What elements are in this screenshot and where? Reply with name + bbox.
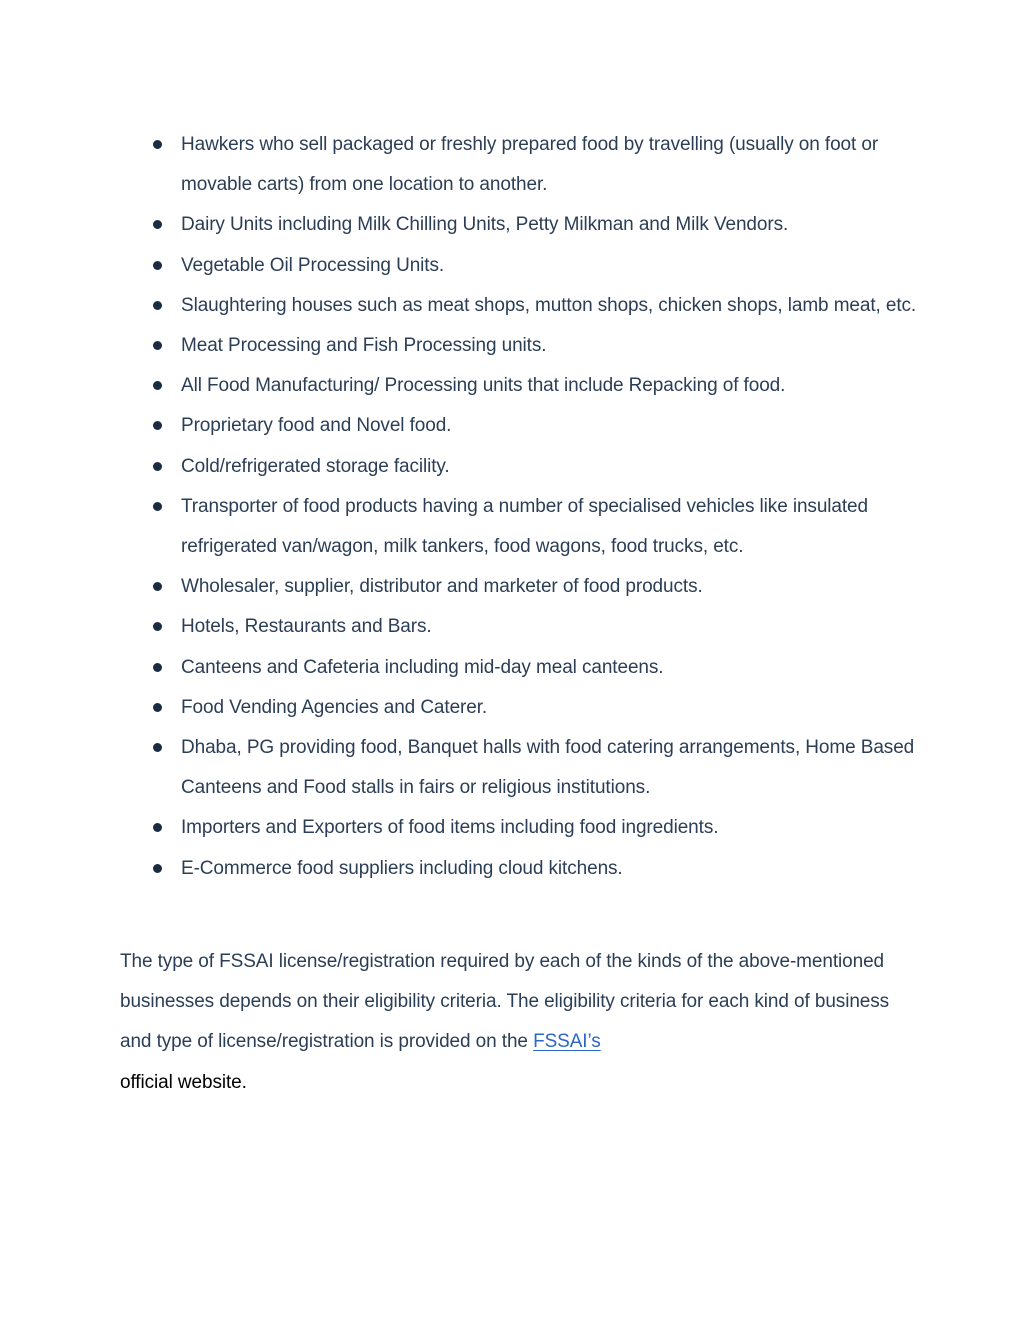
bullet-icon bbox=[153, 622, 162, 631]
list-item-text: Hawkers who sell packaged or freshly prepared food by travelling (usually on foot or movable carts) from one location to another. bbox=[181, 134, 879, 196]
paragraph-tail-text: official website. bbox=[120, 1071, 247, 1093]
bullet-icon bbox=[153, 823, 162, 832]
list-item-text: Meat Processing and Fish Processing units. bbox=[181, 335, 547, 357]
list-item bbox=[150, 849, 920, 889]
list-item bbox=[150, 607, 920, 647]
list-item-text: Transporter of food products having a number of specialised vehicles like insulated refrigerated van/wagon, milk tankers, food wagons, food trucks, etc. bbox=[181, 495, 868, 558]
bullet-icon bbox=[153, 703, 162, 712]
list-item-text: Food Vending Agencies and Caterer. bbox=[181, 696, 488, 718]
list-item-text: Canteens and Cafeteria including mid-day meal canteens. bbox=[181, 656, 664, 678]
license-info-paragraph bbox=[120, 942, 910, 1103]
fssai-link[interactable]: FSSAI’s bbox=[533, 1031, 601, 1053]
list-item bbox=[150, 447, 920, 487]
list-item-text: Vegetable Oil Processing Units. bbox=[181, 254, 445, 276]
list-item-text: Hotels, Restaurants and Bars. bbox=[181, 616, 432, 638]
paragraph-text: The type of FSSAI license/registration required by each of the kinds of the above-mentioned businesses depends on their eligibility criteria. The eligibility criteria for each kind of business and type of license/registration is provided on the bbox=[120, 951, 890, 1053]
bullet-icon bbox=[153, 220, 162, 229]
bullet-icon bbox=[153, 582, 162, 591]
list-item-text: E-Commerce food suppliers including cloud kitchens. bbox=[181, 857, 623, 879]
business-type-list bbox=[150, 125, 920, 889]
list-item bbox=[150, 808, 920, 848]
list-item-text: Importers and Exporters of food items including food ingredients. bbox=[181, 817, 719, 839]
list-item bbox=[150, 246, 920, 286]
bullet-icon bbox=[153, 743, 162, 752]
bullet-icon bbox=[153, 421, 162, 430]
list-item-text: Slaughtering houses such as meat shops, mutton shops, chicken shops, lamb meat, etc. bbox=[181, 294, 917, 316]
list-item-text: Dairy Units including Milk Chilling Units, Petty Milkman and Milk Vendors. bbox=[181, 214, 789, 236]
list-item-text: Wholesaler, supplier, distributor and marketer of food products. bbox=[181, 576, 703, 598]
bullet-icon bbox=[153, 140, 162, 149]
list-item-text: Dhaba, PG providing food, Banquet halls with food catering arrangements, Home Based Canteens and Food stalls in fairs or religious institutions. bbox=[181, 737, 915, 799]
bullet-icon bbox=[153, 261, 162, 270]
list-item bbox=[150, 487, 920, 567]
list-item bbox=[150, 286, 920, 326]
list-item bbox=[150, 648, 920, 688]
list-item bbox=[150, 125, 920, 205]
list-item bbox=[150, 326, 920, 366]
bullet-icon bbox=[153, 502, 162, 511]
list-item-text: Proprietary food and Novel food. bbox=[181, 415, 452, 437]
list-item bbox=[150, 688, 920, 728]
bullet-icon bbox=[153, 663, 162, 672]
bullet-icon bbox=[153, 462, 162, 471]
list-item bbox=[150, 728, 920, 808]
list-item bbox=[150, 205, 920, 245]
list-item bbox=[150, 406, 920, 446]
list-item bbox=[150, 366, 920, 406]
list-item-text: Cold/refrigerated storage facility. bbox=[181, 455, 450, 477]
bullet-icon bbox=[153, 301, 162, 310]
bullet-icon bbox=[153, 381, 162, 390]
list-item-text: All Food Manufacturing/ Processing units that include Repacking of food. bbox=[181, 375, 786, 397]
list-item bbox=[150, 567, 920, 607]
bullet-icon bbox=[153, 864, 162, 873]
bullet-icon bbox=[153, 341, 162, 350]
